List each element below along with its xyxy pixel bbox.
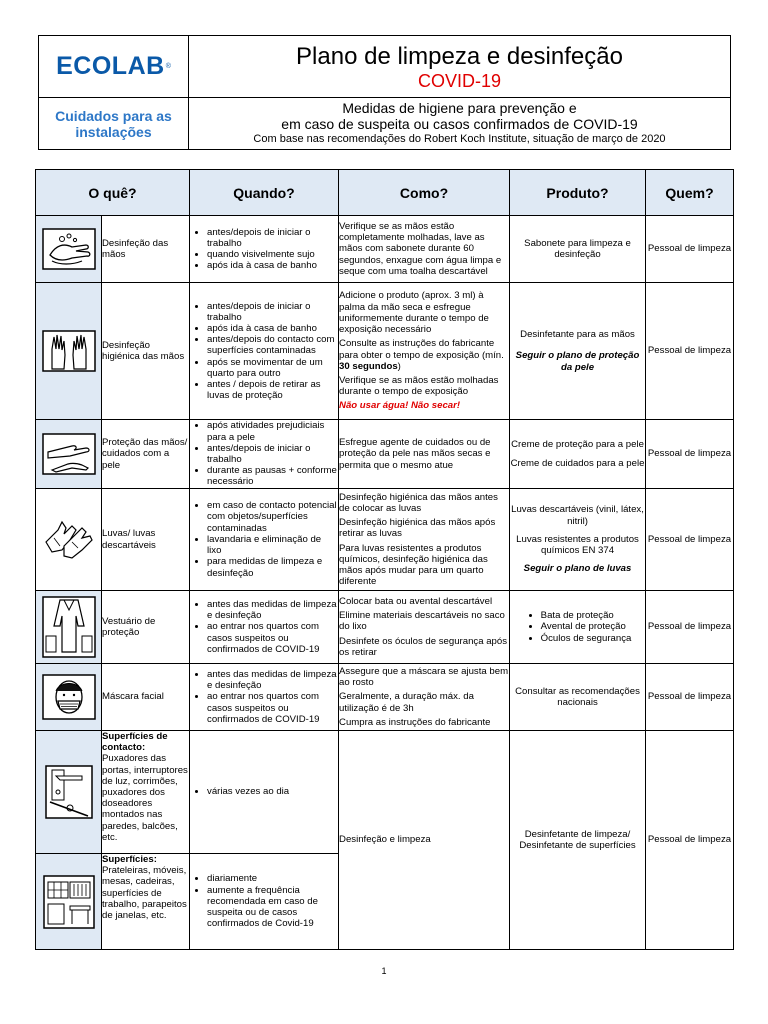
icon-cell [36,591,102,664]
header-description [189,98,730,150]
item-how [339,591,510,664]
skin-care-icon [42,430,96,478]
product-text: Creme de proteção para a pele [511,438,644,450]
item-when [190,854,339,950]
item-product [510,591,646,664]
how-paragraph: Desinfete os óculos de segurança após os retirar [339,635,508,658]
item-product [510,489,646,591]
how-paragraph: Colocar bata ou avental descartável [339,595,493,607]
when-bullet: • durante as pausas + conforme necessário [207,465,338,487]
how-paragraph [339,338,509,372]
when-bullet: • antes das medidas de limpeza e desinfeção [207,669,338,691]
document-header [38,35,731,150]
hand-wash-icon [42,225,96,273]
product-text: Luvas descartáveis (vinil, látex, nitril) [511,504,644,527]
when-bullet: • em caso de contacto potencial com objetos/superfícies contaminadas [207,500,338,534]
item-product [510,420,646,489]
item-when [190,489,339,591]
how-paragraph: Geralmente, a duração máx. da utilização é de 3h [339,691,474,714]
icon-cell [36,489,102,591]
item-what: Desinfeção higiénica das mãos [102,283,190,420]
item-who: Pessoal de limpeza [646,731,734,950]
face-mask-icon [42,673,96,721]
icon-cell [36,283,102,420]
warning-text: Não usar água! Não secar! [339,400,461,412]
page-title-covid: COVID-19 [417,71,502,91]
how-text-bold: 30 segundos [339,360,398,372]
when-bullet: • lavandaria e eliminação de lixo [207,534,338,556]
how-paragraph: Desinfeção higiénica das mãos antes de colocar as luvas [339,491,498,514]
column-header-what: O quê? [36,170,190,216]
item-who: Pessoal de limpeza [646,664,734,731]
item-when [190,591,339,664]
how-paragraph: Cumpra as instruções do fabricante [339,716,491,728]
header-subtitle: Cuidados para as instalações [39,98,189,150]
table-row [36,489,734,591]
header-title-box [189,36,730,98]
when-bullet: • após ida à casa de banho [207,323,338,334]
item-what [102,854,190,950]
door-handle-icon [42,764,96,820]
how-paragraph: Desinfeção higiénica das mãos após retirar as luvas [339,517,496,540]
how-paragraph: Para luvas resistentes a produtos químicos, desinfeção higiénica das mãos após mudar para um quarto diferente [339,542,488,588]
item-how [339,283,510,420]
product-text: Desinfetante para as mãos [520,329,635,341]
item-who: Pessoal de limpeza [646,283,734,420]
when-bullet: • ao entrar nos quartos com casos suspeitos ou confirmados de COVID-19 [207,691,338,725]
item-product [510,283,646,420]
how-text: ) [397,360,401,372]
when-bullet: • após atividades prejudiciais para a pele [207,420,338,442]
table-row [36,731,734,854]
item-how: Desinfeção e limpeza [339,731,510,950]
item-when [190,420,339,489]
what-text: Prateleiras, móveis, mesas, cadeiras, superfícies de trabalho, parapeitos de janelas, etc. [102,865,187,922]
item-who: Pessoal de limpeza [646,420,734,489]
product-note: Seguir o plano de luvas [523,563,632,575]
icon-cell [36,664,102,731]
how-paragraph: Elimine materiais descartáveis no saco do lixo [339,610,505,633]
product-bullet: • Avental de proteção [541,621,632,632]
furniture-icon [42,874,96,930]
column-header-how: Como? [339,170,510,216]
icon-cell [36,731,102,854]
item-who: Pessoal de limpeza [646,489,734,591]
gloves-icon [42,516,96,564]
when-bullet: • antes/depois do contacto com superfícies contaminadas [207,334,338,356]
item-what: Vestuário de proteção [102,591,190,664]
when-bullet: • após se movimentar de um quarto para outro [207,357,338,379]
when-bullet: • antes das medidas de limpeza e desinfeção [207,599,338,621]
item-what: Máscara facial [102,664,190,731]
item-who: Pessoal de limpeza [646,591,734,664]
icon-cell [36,420,102,489]
item-product: Consultar as recomendações nacionais [510,664,646,731]
how-paragraph: Verifique se as mãos estão molhadas durante o tempo de exposição [339,374,499,398]
item-what: Proteção das mãos/ cuidados com a pele [102,420,190,489]
logo-registered-mark: ® [165,63,171,70]
item-product: Sabonete para limpeza e desinfeção [510,216,646,283]
page-title: Plano de limpeza e desinfeção [296,43,623,70]
hand-disinfection-icon [42,327,96,375]
how-paragraph: Assegure que a máscara se ajusta bem ao rosto [339,665,509,689]
ecolab-logo [39,36,189,98]
item-how [339,664,510,731]
table-row [36,591,734,664]
column-header-when: Quando? [190,170,339,216]
when-bullet: • para medidas de limpeza e desinfeção [207,556,338,578]
when-bullet: • ao entrar nos quartos com casos suspeitos ou confirmados de COVID-19 [207,621,338,655]
what-title: Superfícies: [102,854,157,865]
when-bullet: • após ida à casa de banho [207,260,338,271]
how-text: Consulte as instruções do fabricante para obter o tempo de exposição (mín. [339,338,504,361]
when-bullet: • antes/depois de iniciar o trabalho [207,301,338,323]
item-what [102,731,190,854]
when-bullet: • antes/depois de iniciar o trabalho [207,227,338,249]
when-bullet: • quando visivelmente sujo [207,249,338,260]
item-how: Esfregue agente de cuidados ou de proteção da pele nas mãos secas e permita que o mesmo atue [339,420,510,489]
product-bullet: • Bata de proteção [541,610,632,621]
when-bullet: • diariamente [207,873,338,884]
logo-text: ECOLAB [56,52,165,80]
table-header-row [36,170,734,216]
item-product: Desinfetante de limpeza/ Desinfetante de superfícies [510,731,646,950]
product-note: Seguir o plano de proteção da pele [515,350,640,373]
item-how: Verifique se as mãos estão completamente molhadas, lave as mãos com sabonete durante 60 segundos, enxague com água limpa e seque com uma toalha descartável [339,216,510,283]
item-when [190,283,339,420]
how-paragraph: Adicione o produto (aprox. 3 ml) à palma da mão seca e esfregue uniformemente durante o tempo de exposição necessário [339,290,489,336]
item-when [190,216,339,283]
product-bullet: • Óculos de segurança [541,633,632,644]
item-what: Desinfeção das mãos [102,216,190,283]
what-title: Superfícies de contacto: [102,731,168,754]
protective-clothing-icon [42,596,96,658]
description-line-1: Medidas de higiene para prevenção e [342,100,577,116]
item-when [190,664,339,731]
table-row [36,216,734,283]
when-bullet: • aumente a frequência recomendada em caso de suspeita ou de casos confirmados de Covid-19 [207,885,338,930]
description-line-2: em caso de suspeita ou casos confirmados de COVID-19 [281,116,638,132]
what-text: Puxadores das portas, interruptores de luz, corrimões, puxadores dos doseadores montados nas paredes, balcões, etc. [102,753,188,843]
table-row [36,283,734,420]
table-row [36,664,734,731]
description-line-3: Com base nas recomendações do Robert Koch Institute, situação de março de 2020 [253,133,666,145]
when-bullet: • várias vezes ao dia [207,786,338,797]
icon-cell [36,216,102,283]
when-bullet: • antes/depois de iniciar o trabalho [207,443,338,465]
column-header-who: Quem? [646,170,734,216]
table-row [36,420,734,489]
when-bullet: • antes / depois de retirar as luvas de proteção [207,379,338,401]
item-when [190,731,339,854]
cleaning-plan-table [35,169,734,950]
item-who: Pessoal de limpeza [646,216,734,283]
product-text: Luvas resistentes a produtos químicos EN 374 [516,533,639,557]
item-how [339,489,510,591]
icon-cell [36,854,102,950]
page-number: 1 [381,966,387,976]
column-header-product: Produto? [510,170,646,216]
product-text: Creme de cuidados para a pele [510,457,645,469]
item-what: Luvas/ luvas descartáveis [102,489,190,591]
